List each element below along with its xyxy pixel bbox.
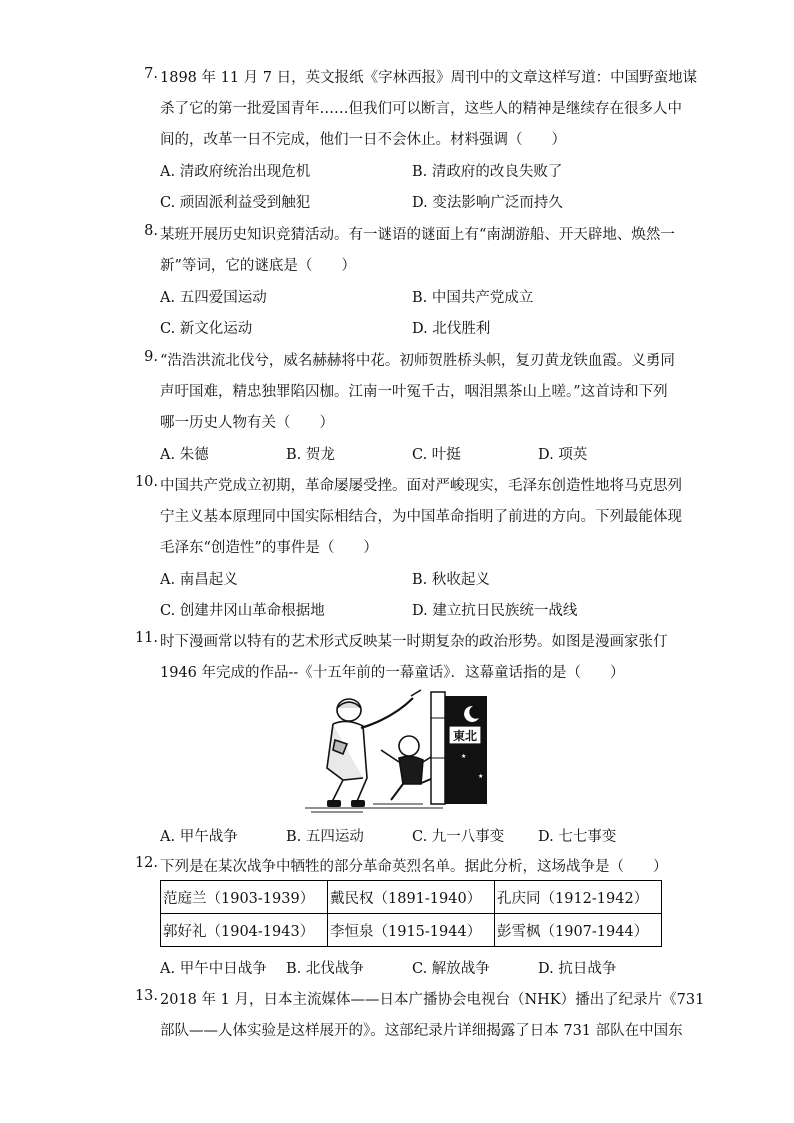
- question-number: 10.: [134, 474, 158, 490]
- option-a: A. 清政府统治出现危机: [160, 164, 311, 180]
- option-b: B. 清政府的改良失败了: [412, 164, 563, 180]
- option-d: D. 变法影响广泛而持久: [412, 195, 563, 211]
- option-c: C. 顽固派利益受到触犯: [160, 195, 311, 211]
- option-b: B. 五四运动: [286, 829, 364, 845]
- cartoon-sign-text: 東北: [452, 729, 478, 743]
- option-c: C. 创建井冈山革命根据地: [160, 603, 325, 619]
- question-text-line: 部队——人体实验是这样展开的》。这部纪录片详细揭露了日本 731 部队在中国东: [160, 1023, 683, 1039]
- option-a: A. 甲午中日战争: [160, 961, 267, 977]
- question-number: 12.: [134, 855, 158, 871]
- table-cell: 范庭兰（1903-1939）: [161, 881, 328, 914]
- question-text-line: 声吁国难，精忠独罪陷囚枷。江南一叶冤千古，咽泪黑茶山上嗟。”这首诗和下列: [160, 384, 668, 400]
- question-text-line: 某班开展历史知识竞猜活动。有一谜语的谜面上有“南湖游船、开天辟地、焕然一: [160, 227, 675, 243]
- option-a: A. 甲午战争: [160, 829, 238, 845]
- question-text-line: 间的，改革一日不完成，他们一日不会休止。材料强调（ ）: [160, 132, 566, 148]
- table-cell: 孔庆同（1912-1942）: [495, 881, 662, 914]
- table-row: [161, 914, 662, 947]
- option-d: D. 项英: [538, 447, 588, 463]
- option-a: A. 朱德: [160, 447, 209, 463]
- question-text-line: 新”等词，它的谜底是（ ）: [160, 258, 356, 274]
- option-c: C. 解放战争: [412, 961, 490, 977]
- option-a: A. 五四爱国运动: [160, 290, 267, 306]
- option-a: A. 南昌起义: [160, 572, 238, 588]
- table-cell: 彭雪枫（1907-1944）: [495, 914, 662, 947]
- martyrs-table: [160, 880, 662, 947]
- question-text-line: 中国共产党成立初期，革命屡屡受挫。面对严峻现实，毛泽东创造性地将马克思列: [160, 478, 682, 494]
- option-c: C. 新文化运动: [160, 321, 253, 337]
- table-row: [161, 881, 662, 914]
- option-b: B. 秋收起义: [412, 572, 490, 588]
- question-text-line: 宁主义基本原理同中国实际相结合，为中国革命指明了前进的方向。下列最能体现: [160, 509, 682, 525]
- question-text-line: 毛泽东“创造性”的事件是（ ）: [160, 540, 378, 556]
- table-cell: 戴民权（1891-1940）: [328, 881, 495, 914]
- option-d: D. 七七事变: [538, 829, 617, 845]
- question-text-line: 1946 年完成的作品--《十五年前的一幕童话》．这幕童话指的是（ ）: [160, 665, 625, 681]
- question-number: 8.: [144, 223, 158, 239]
- option-b: B. 中国共产党成立: [412, 290, 534, 306]
- option-d: D. 建立抗日民族统一战线: [412, 603, 578, 619]
- question-number: 7.: [144, 66, 158, 82]
- option-c: C. 叶挺: [412, 447, 461, 463]
- svg-text:★: ★: [461, 753, 467, 760]
- option-b: B. 贺龙: [286, 447, 335, 463]
- table-cell: 郭好礼（1904-1943）: [161, 914, 328, 947]
- table-cell: 李恒泉（1915-1944）: [328, 914, 495, 947]
- cartoon-illustration: [303, 688, 493, 816]
- question-text-line: “浩浩洪流北伐兮，威名赫赫将中花。初师贺胜桥头帜，复刃黄龙铁血霞。义勇同: [160, 353, 675, 369]
- question-number: 13.: [134, 988, 158, 1004]
- question-text-line: 杀了它的第一批爱国青年……但我们可以断言，这些人的精神是继续存在很多人中: [160, 101, 682, 117]
- question-text-line: 2018 年 1 月，日本主流媒体——日本广播协会电视台（NHK）播出了纪录片《731: [160, 992, 705, 1008]
- question-text-line: 哪一历史人物有关（ ）: [160, 415, 334, 431]
- question-text-line: 时下漫画常以特有的艺术形式反映某一时期复杂的政治形势。如图是漫画家张仃: [160, 634, 668, 650]
- option-c: C. 九一八事变: [412, 829, 505, 845]
- option-d: D. 北伐胜利: [412, 321, 491, 337]
- option-d: D. 抗日战争: [538, 961, 617, 977]
- question-text-line: 1898 年 11 月 7 日，英文报纸《字林西报》周刊中的文章这样写道：中国野蛮地谋: [160, 70, 698, 86]
- question-number: 9.: [144, 349, 158, 365]
- question-number: 11.: [134, 630, 158, 646]
- svg-text:★: ★: [478, 773, 484, 780]
- option-b: B. 北伐战争: [286, 961, 364, 977]
- question-text-line: 下列是在某次战争中牺牲的部分革命英烈名单。据此分析，这场战争是（ ）: [160, 859, 668, 875]
